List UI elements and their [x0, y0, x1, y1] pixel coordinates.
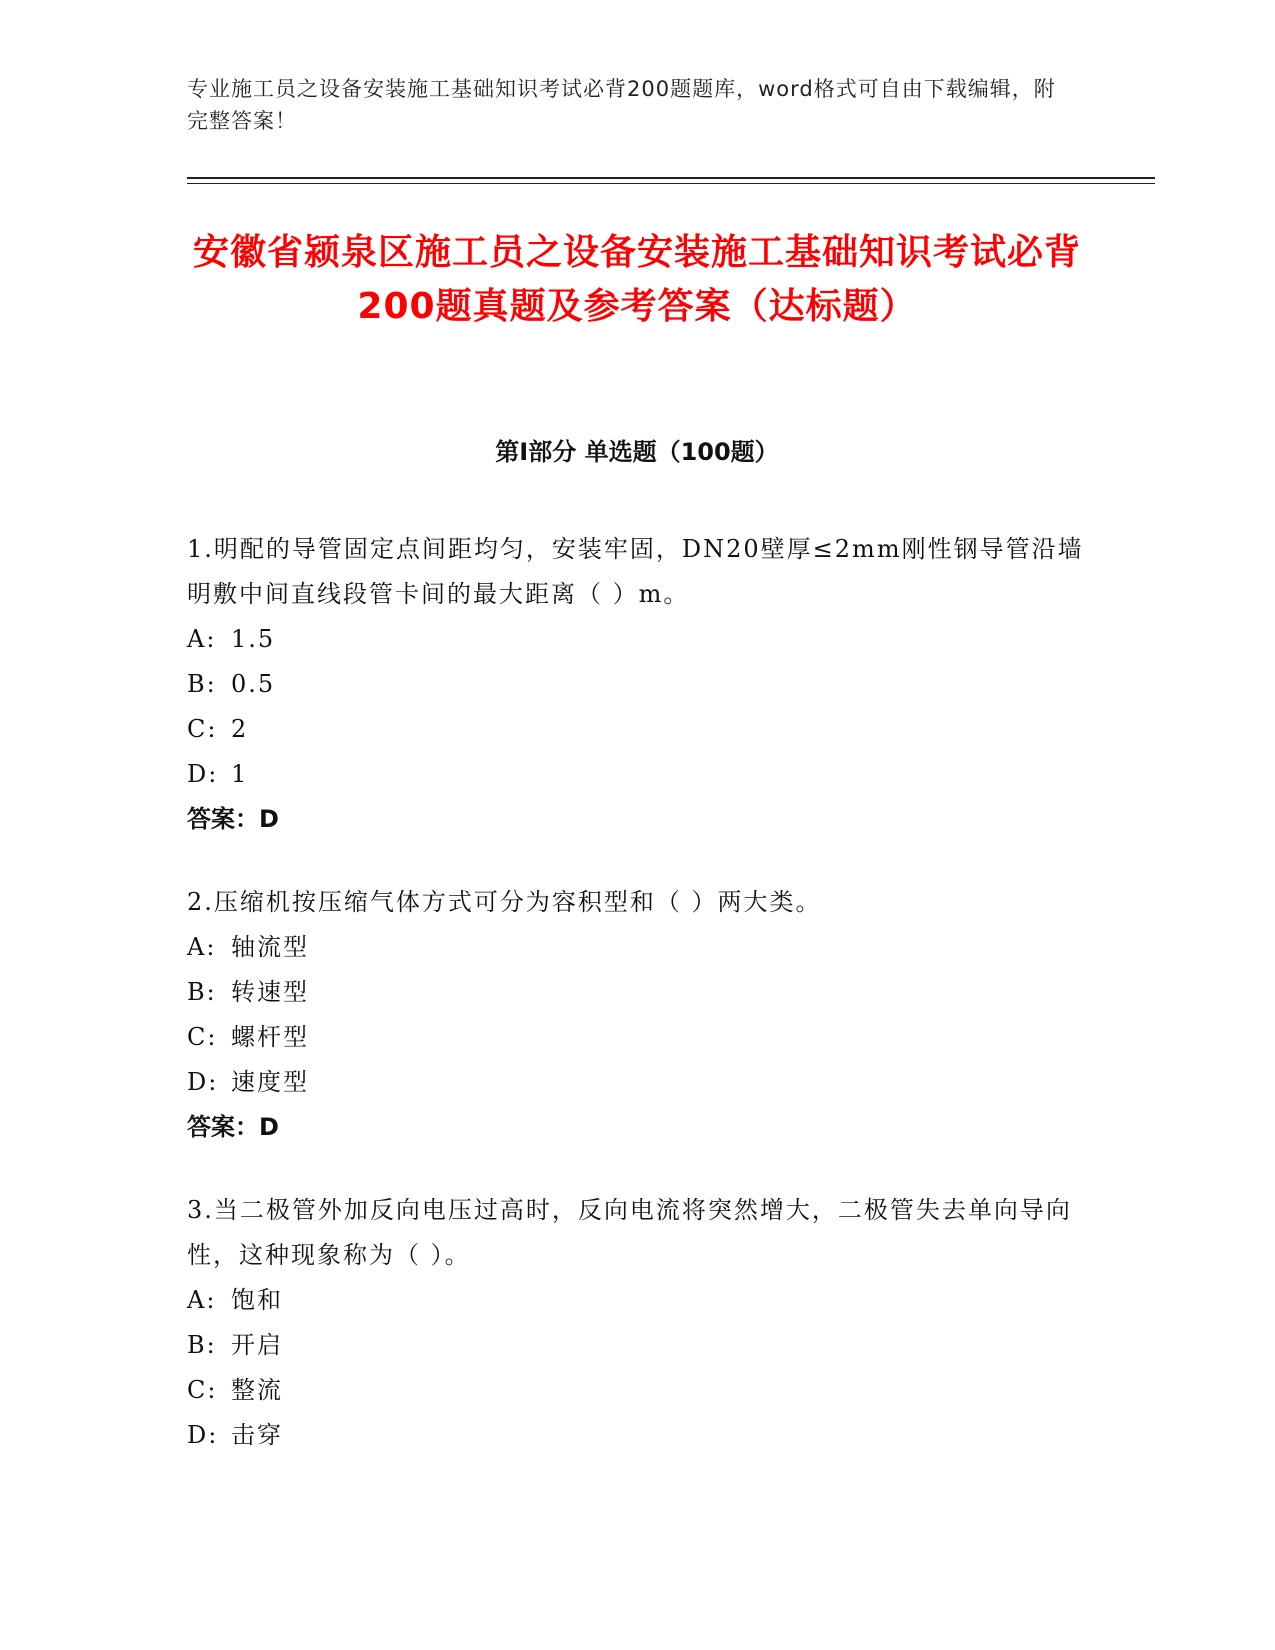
option-text: 2 — [231, 715, 249, 743]
header-divider-thin — [187, 183, 1155, 184]
option-a — [187, 925, 1087, 970]
option-key: B: — [187, 670, 217, 698]
option-text: 饱和 — [231, 1286, 283, 1314]
option-key: C: — [187, 715, 218, 743]
option-key: D: — [187, 1068, 219, 1096]
option-key: A: — [187, 625, 217, 653]
question-1 — [187, 527, 1087, 842]
option-b — [187, 1323, 1087, 1368]
option-key: C: — [187, 1376, 218, 1404]
option-text: 速度型 — [231, 1068, 309, 1096]
option-d — [187, 752, 1087, 797]
option-c — [187, 1015, 1087, 1060]
option-key: A: — [187, 1286, 217, 1314]
option-c — [187, 707, 1087, 752]
answer-line: 答案：D — [187, 805, 279, 833]
option-key: D: — [187, 760, 219, 788]
document-title: 安徽省颍泉区施工员之设备安装施工基础知识考试必背200题真题及参考答案（达标题） — [192, 232, 1081, 327]
option-d — [187, 1060, 1087, 1105]
option-a — [187, 617, 1087, 662]
option-a — [187, 1278, 1087, 1323]
question-stem: 1.明配的导管固定点间距均匀，安装牢固，DN20壁厚≤2mm刚性钢导管沿墙明敷中间直线段管卡间的最大距离（ ）m。 — [187, 535, 1084, 608]
option-text: 转速型 — [231, 978, 309, 1006]
option-text: 螺杆型 — [231, 1023, 309, 1051]
option-b — [187, 970, 1087, 1015]
question-list — [187, 527, 1087, 1496]
option-d — [187, 1413, 1087, 1458]
question-stem: 3.当二极管外加反向电压过高时，反向电流将突然增大，二极管失去单向导向性，这种现象称为（ ）。 — [187, 1196, 1072, 1269]
section-title: 第I部分 单选题（100题） — [495, 438, 779, 466]
option-c — [187, 1368, 1087, 1413]
option-text: 击穿 — [231, 1421, 283, 1449]
option-text: 1 — [231, 760, 249, 788]
option-text: 整流 — [231, 1376, 283, 1404]
option-key: A: — [187, 933, 217, 961]
option-text: 1.5 — [231, 625, 276, 653]
header-divider-thick — [187, 177, 1155, 179]
option-b — [187, 662, 1087, 707]
option-key: D: — [187, 1421, 219, 1449]
question-3 — [187, 1188, 1087, 1458]
option-text: 开启 — [231, 1331, 283, 1359]
option-key: B: — [187, 1331, 217, 1359]
option-key: C: — [187, 1023, 218, 1051]
answer-line: 答案：D — [187, 1113, 279, 1141]
question-stem: 2.压缩机按压缩气体方式可分为容积型和（ ）两大类。 — [187, 888, 822, 916]
question-2 — [187, 880, 1087, 1150]
option-key: B: — [187, 978, 217, 1006]
option-text: 0.5 — [231, 670, 276, 698]
option-text: 轴流型 — [231, 933, 309, 961]
header-note: 专业施工员之设备安装施工基础知识考试必背200题题库，word格式可自由下载编辑，附完整答案！ — [187, 77, 1056, 133]
